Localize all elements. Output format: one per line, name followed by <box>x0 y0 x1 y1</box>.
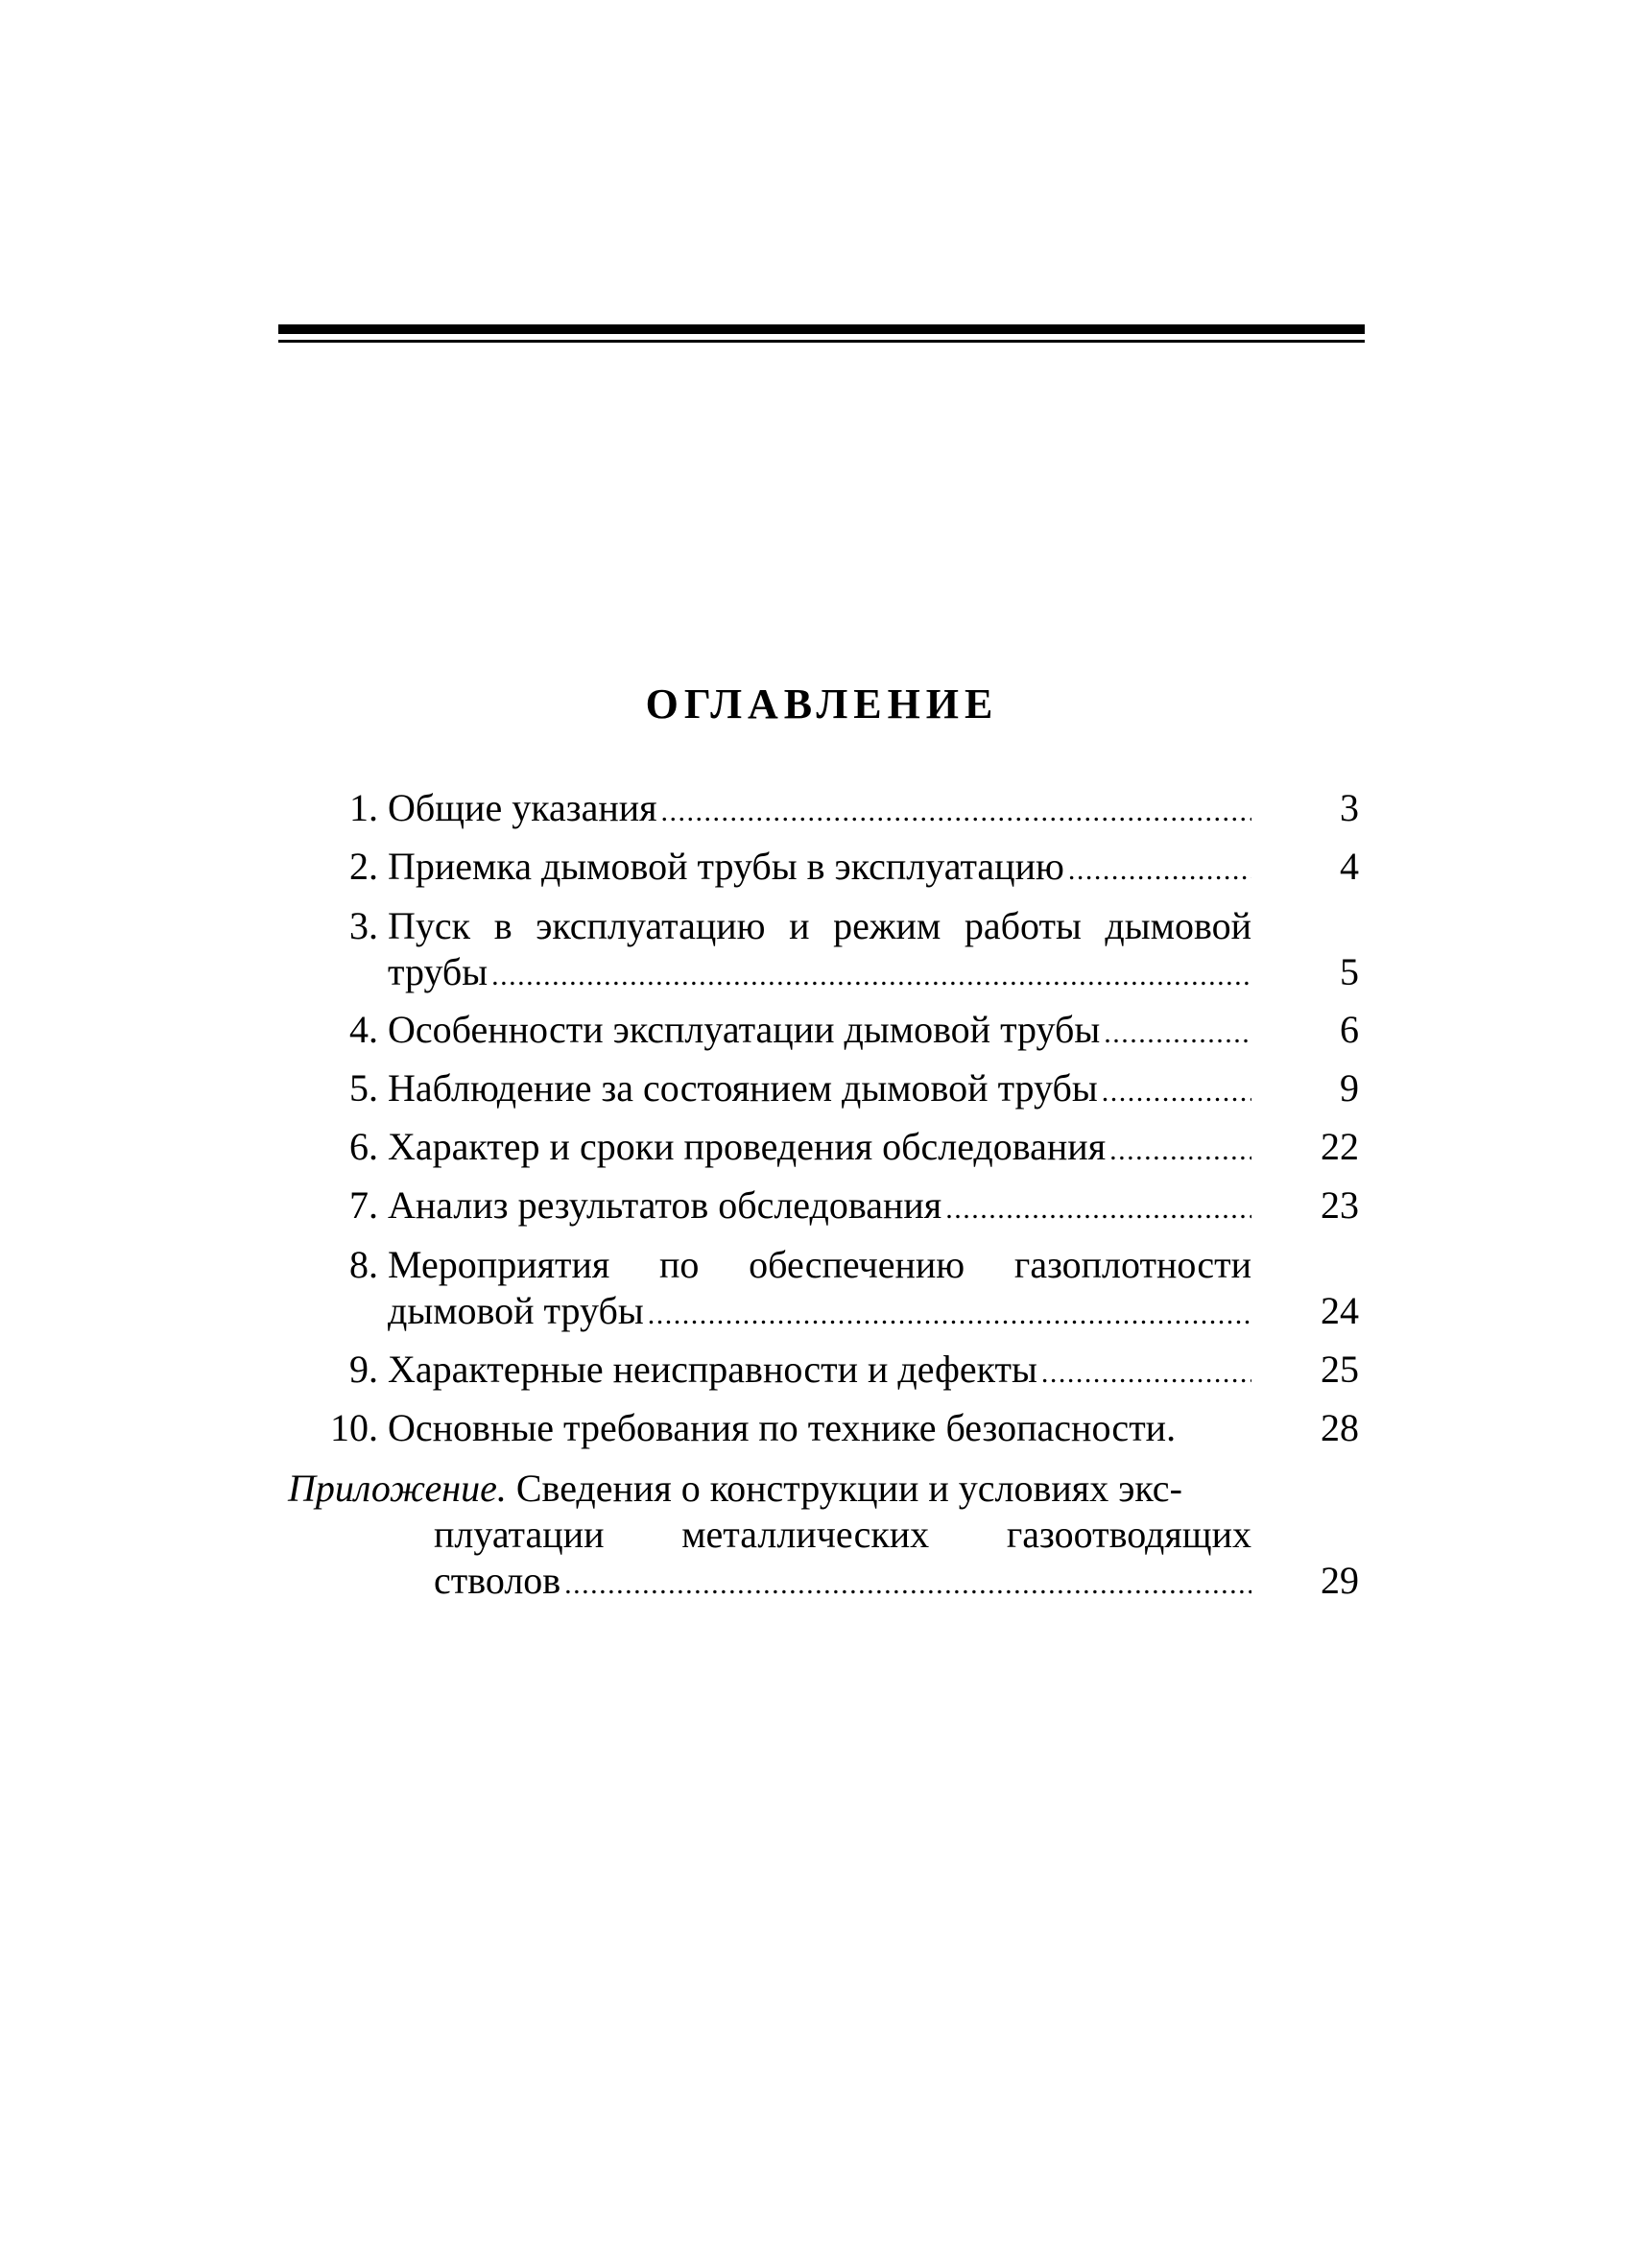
toc-entry-number: 6. <box>349 1125 378 1168</box>
toc-entry-page: 25 <box>1321 1348 1359 1391</box>
dot-leader <box>1102 1066 1251 1112</box>
appendix-title-line-2: плуатации металлических газоотводящих <box>434 1513 1251 1556</box>
toc-entry-number: 3. <box>349 904 378 947</box>
dot-leader <box>648 1289 1251 1335</box>
toc-entry-title: Анализ результатов обследования <box>388 1183 942 1227</box>
toc-entry-page: 29 <box>1321 1559 1359 1602</box>
toc-entry-number: 10. <box>330 1406 378 1449</box>
dot-leader <box>945 1183 1251 1229</box>
toc-entry-title-line-1: Мероприятия по обеспечению газоплотности <box>388 1243 1251 1286</box>
toc-entry-number: 1. <box>349 786 378 829</box>
toc-entry-title: Характерные неисправности и дефекты <box>388 1348 1037 1391</box>
toc-entry-title: Особенности эксплуатации дымовой трубы <box>388 1008 1101 1051</box>
toc-entry-title: Характер и сроки проведения обследования <box>388 1125 1107 1168</box>
toc-entry-title: Основные требования по технике безопасности. <box>388 1406 1177 1449</box>
toc-entry-title: Приемка дымовой трубы в эксплуатацию <box>388 845 1064 888</box>
dot-leader <box>491 950 1251 996</box>
toc-entry-number: 7. <box>349 1183 378 1227</box>
dot-leader <box>1109 1125 1251 1171</box>
toc-entry-page: 22 <box>1321 1125 1359 1168</box>
toc-entry-number: 8. <box>349 1243 378 1286</box>
toc-entry-page: 28 <box>1321 1406 1359 1449</box>
toc-entry-page: 3 <box>1340 786 1359 829</box>
dot-leader <box>1041 1348 1251 1394</box>
toc-entry-title-line-2: трубы <box>388 950 488 993</box>
toc-entry-title: Наблюдение за состоянием дымовой трубы <box>388 1066 1098 1110</box>
dot-leader <box>1104 1008 1251 1054</box>
table-of-contents <box>288 0 1363 2268</box>
toc-entry-title-line-2: дымовой трубы <box>388 1289 644 1332</box>
toc-entry-page: 24 <box>1321 1289 1359 1332</box>
toc-entry-title-line-1: Пуск в эксплуатацию и режим работы дымовой <box>388 904 1251 947</box>
toc-entry-page: 5 <box>1340 950 1359 993</box>
dot-leader <box>564 1559 1251 1607</box>
toc-entry-number: 2. <box>349 845 378 888</box>
appendix-title-line-3: стволов <box>434 1559 561 1602</box>
toc-entry-title: Общие указания <box>388 786 657 829</box>
dot-leader <box>661 786 1251 832</box>
appendix-label: Приложение. <box>288 1467 507 1510</box>
toc-entry-number: 4. <box>349 1008 378 1051</box>
dot-leader <box>1068 845 1251 891</box>
toc-entry-number: 5. <box>349 1066 378 1110</box>
toc-entry-page: 6 <box>1340 1008 1359 1051</box>
page-title: ОГЛАВЛЕНИЕ <box>645 680 999 728</box>
toc-entry-page: 23 <box>1321 1183 1359 1227</box>
toc-entry-page: 4 <box>1340 845 1359 888</box>
appendix-title-line-1: Сведения о конструкции и условиях экс- <box>515 1467 1182 1510</box>
toc-entry-page: 9 <box>1340 1066 1359 1110</box>
toc-entry-number: 9. <box>349 1348 378 1391</box>
